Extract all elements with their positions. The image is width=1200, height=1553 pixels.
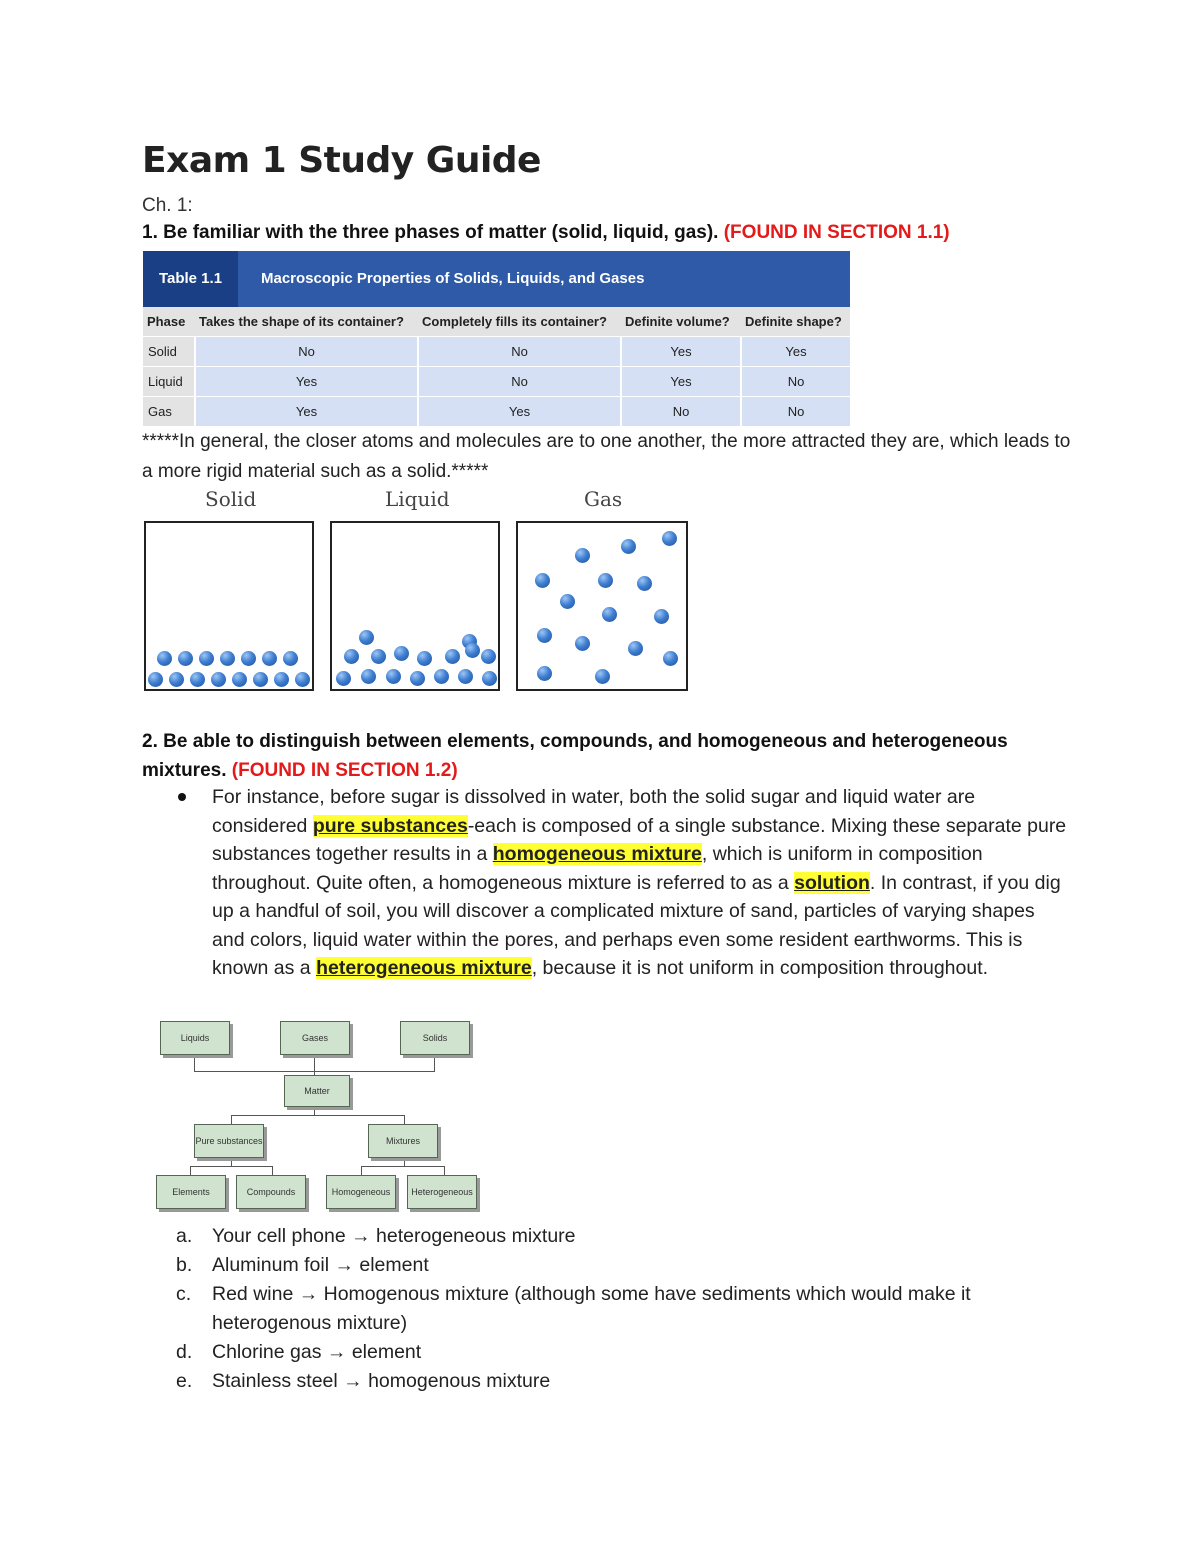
paragraph-text: For instance, before sugar is dissolved in water, both the solid sugar and liquid water are considered	[212, 786, 976, 837]
connector-line	[314, 1053, 315, 1071]
particle	[157, 651, 172, 666]
column-header: Definite shape?	[741, 307, 850, 337]
column-header: Definite volume?	[621, 307, 741, 337]
highlight-homogeneous-mixture: homogeneous mixture	[492, 843, 702, 865]
column-header: Takes the shape of its container?	[195, 307, 418, 337]
table-header-row	[143, 307, 850, 337]
example-text: Aluminum foil → element	[212, 1254, 429, 1276]
particle	[274, 672, 289, 687]
list-item	[142, 1251, 1072, 1280]
particle	[262, 651, 277, 666]
table-cell: Yes	[621, 367, 741, 397]
list-marker: a.	[176, 1225, 193, 1247]
table-row	[143, 397, 850, 427]
particle	[482, 671, 497, 686]
table-cell: Yes	[195, 367, 418, 397]
properties-table	[143, 251, 850, 419]
particle	[211, 672, 226, 687]
particle	[190, 672, 205, 687]
particle	[537, 628, 552, 643]
table-header-bar	[143, 251, 850, 307]
particle	[283, 651, 298, 666]
particle	[169, 672, 184, 687]
highlight-pure-substances: pure substances	[312, 814, 468, 837]
particle	[232, 672, 247, 687]
particle	[598, 573, 613, 588]
flow-box-liquids: Liquids	[160, 1021, 230, 1055]
list-marker: e.	[176, 1370, 193, 1392]
table-cell: Solid	[143, 337, 195, 367]
solid-label: Solid	[205, 487, 257, 511]
paragraph-text: , because it is not uniform in composition throughout.	[531, 957, 989, 979]
table-row	[143, 367, 850, 397]
connector-line	[190, 1166, 191, 1175]
connector-line	[190, 1166, 273, 1167]
page-title: Exam 1 Study Guide	[142, 140, 541, 181]
particle	[371, 649, 386, 664]
connector-line	[194, 1053, 195, 1071]
connector-line	[361, 1166, 362, 1175]
particle	[481, 649, 496, 664]
gas-box	[516, 521, 688, 691]
chapter-label: Ch. 1:	[142, 195, 193, 216]
particle	[663, 651, 678, 666]
particle	[434, 669, 449, 684]
question-2	[142, 727, 1072, 785]
list-marker: c.	[176, 1283, 192, 1305]
list-item	[142, 783, 1072, 983]
flow-box-matter: Matter	[284, 1075, 350, 1107]
connector-line	[434, 1053, 435, 1071]
particle	[602, 607, 617, 622]
particle	[621, 539, 636, 554]
table-cell: Yes	[741, 337, 850, 367]
example-text: Your cell phone → heterogeneous mixture	[212, 1225, 576, 1247]
particle	[253, 672, 268, 687]
properties-grid	[143, 307, 850, 426]
connector-line	[361, 1166, 445, 1167]
list-item	[142, 1280, 1072, 1338]
particle	[359, 630, 374, 645]
list-item	[142, 1338, 1072, 1367]
table-caption: Macroscopic Properties of Solids, Liquids, and Gases	[261, 270, 645, 287]
particle	[410, 671, 425, 686]
list-item	[142, 1367, 1072, 1396]
example-text: Stainless steel → homogenous mixture	[212, 1370, 551, 1392]
particle	[241, 651, 256, 666]
explanation-list	[142, 783, 1072, 983]
example-text: Chlorine gas → element	[212, 1341, 422, 1363]
particle	[654, 609, 669, 624]
flow-box-compounds: Compounds	[236, 1175, 306, 1209]
flow-box-homogeneous: Homogeneous	[326, 1175, 396, 1209]
table-cell: No	[741, 367, 850, 397]
particle	[445, 649, 460, 664]
particle	[560, 594, 575, 609]
table-cell: Yes	[621, 337, 741, 367]
table-cell: No	[621, 397, 741, 427]
particle	[628, 641, 643, 656]
flow-box-elements: Elements	[156, 1175, 226, 1209]
list-marker: b.	[176, 1254, 193, 1276]
particle	[295, 672, 310, 687]
question-2-text: 2. Be able to distinguish between elements, compounds, and homogeneous and heterogeneous mixtures.	[142, 731, 1008, 781]
particle	[537, 666, 552, 681]
particle	[199, 651, 214, 666]
flow-box-gases: Gases	[280, 1021, 350, 1055]
highlight-solution: solution	[794, 871, 870, 894]
flow-box-solids: Solids	[400, 1021, 470, 1055]
particle	[595, 669, 610, 684]
connector-line	[231, 1115, 404, 1116]
particle	[148, 672, 163, 687]
particle	[637, 576, 652, 591]
list-marker: d.	[176, 1341, 193, 1363]
table-cell: Liquid	[143, 367, 195, 397]
question-2-reference: (FOUND IN SECTION 1.2)	[231, 760, 458, 781]
particle	[361, 669, 376, 684]
liquid-box	[330, 521, 500, 691]
table-cell: No	[195, 337, 418, 367]
particle	[386, 669, 401, 684]
table-row	[143, 337, 850, 367]
solid-box	[144, 521, 314, 691]
table-cell: No	[741, 397, 850, 427]
table-cell: Yes	[195, 397, 418, 427]
note-text: *****In general, the closer atoms and molecules are to one another, the more attracted they are, which leads to a more rigid material such as a solid.*****	[142, 431, 1071, 482]
examples-list	[142, 1222, 1072, 1396]
example-text: Red wine → Homogenous mixture (although some have sediments which would make it heterogenous mixture)	[212, 1283, 971, 1334]
flow-box-heterogeneous: Heterogeneous	[407, 1175, 477, 1209]
table-cell: No	[418, 367, 621, 397]
particle	[417, 651, 432, 666]
particle	[575, 636, 590, 651]
table-cell: Gas	[143, 397, 195, 427]
particle	[178, 651, 193, 666]
particle	[458, 669, 473, 684]
particle	[465, 643, 480, 658]
column-header: Phase	[143, 307, 195, 337]
liquid-label: Liquid	[385, 487, 450, 511]
bullet-icon	[178, 793, 186, 801]
particle	[394, 646, 409, 661]
matter-flowchart	[150, 1015, 480, 1215]
question-1	[142, 222, 950, 244]
highlight-heterogeneous-mixture: heterogeneous mixture	[316, 957, 532, 979]
list-item	[142, 1222, 1072, 1251]
table-number: Table 1.1	[143, 251, 238, 307]
table-cell: No	[418, 337, 621, 367]
gas-label: Gas	[584, 487, 623, 511]
paragraph-text: , which is uniform in composition throughout. Quite often, a homogeneous mixture is referred to as a	[212, 843, 983, 894]
particle	[220, 651, 235, 666]
particle	[662, 531, 677, 546]
column-header: Completely fills its container?	[418, 307, 621, 337]
particle	[535, 573, 550, 588]
table-cell: Yes	[418, 397, 621, 427]
particle	[575, 548, 590, 563]
question-1-reference: (FOUND IN SECTION 1.1)	[723, 222, 950, 243]
particle	[336, 671, 351, 686]
connector-line	[444, 1166, 445, 1175]
connector-line	[272, 1166, 273, 1175]
paragraph-text: -each is composed of a single substance. Mixing these separate pure substances together results in a	[212, 814, 1067, 865]
flow-box-pure-substances: Pure substances	[194, 1124, 264, 1158]
flow-box-mixtures: Mixtures	[368, 1124, 438, 1158]
question-1-text: 1. Be familiar with the three phases of matter (solid, liquid, gas).	[142, 222, 719, 243]
paragraph-text: . In contrast, if you dig up a handful of soil, you will discover a complicated mixture of sand, particles of varying shapes and colors, liquid water within the pores, and perhaps even some resident earthworms. This is known as a	[212, 871, 1061, 979]
particle	[344, 649, 359, 664]
